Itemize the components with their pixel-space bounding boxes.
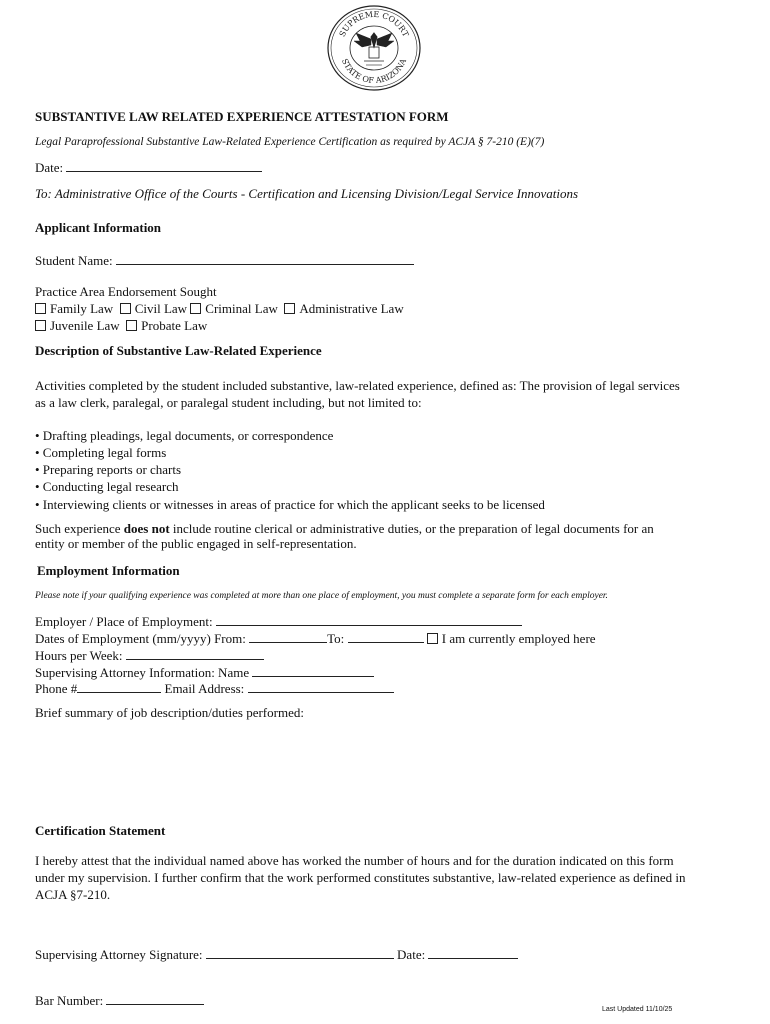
hours-field[interactable] <box>35 648 264 664</box>
checkbox-label: Criminal Law <box>205 301 278 316</box>
practice-area-label: Practice Area Endorsement Sought <box>35 284 217 299</box>
exclusion-line-2: entity or member of the public engaged in self-representation. <box>35 536 357 551</box>
hours-label: Hours per Week: <box>35 648 123 663</box>
checkbox-civil-law[interactable] <box>120 301 187 316</box>
applicant-heading: Applicant Information <box>35 220 162 235</box>
phone-label: Phone # <box>35 681 78 696</box>
checkbox-icon <box>190 303 201 314</box>
checkbox-family-law[interactable] <box>35 301 113 316</box>
checkbox-icon <box>284 303 295 314</box>
checkbox-icon <box>126 320 137 331</box>
exclusion-line-1 <box>35 521 654 537</box>
description-heading: Description of Substantive Law-Related Experience <box>35 343 322 358</box>
to-line: To: Administrative Office of the Courts - Certification and Licensing Division/Legal Service Innovations <box>35 186 579 201</box>
checkbox-label: Civil Law <box>134 301 188 316</box>
checkbox-probate-law[interactable] <box>126 318 207 333</box>
date-input-line[interactable] <box>66 160 262 172</box>
checkbox-icon <box>120 303 131 314</box>
checkbox-icon <box>427 633 438 644</box>
bullet-item: • Interviewing clients or witnesses in areas of practice for which the applicant seeks to be licensed <box>35 497 545 512</box>
seal-bottom-text: STATE OF ARIZONA <box>339 57 409 86</box>
bar-number-field[interactable] <box>35 993 204 1009</box>
student-name-input-line[interactable] <box>116 253 414 265</box>
dates-to-label: To: <box>327 631 345 646</box>
signature-input-line[interactable] <box>206 947 394 959</box>
practice-area-row-2 <box>35 318 207 334</box>
summary-text-area[interactable] <box>35 724 725 814</box>
signature-date-input-line[interactable] <box>428 947 518 959</box>
hours-input-line[interactable] <box>126 648 264 660</box>
bullet-item: • Completing legal forms <box>35 445 167 460</box>
employment-note: Please note if your qualifying experience was completed at more than one place of employment, you must complete a separate form for each employer. <box>35 591 608 601</box>
email-input-line[interactable] <box>248 681 394 693</box>
student-name-field[interactable] <box>35 253 414 269</box>
checkbox-label: Family Law <box>50 301 114 316</box>
dates-to-input-line[interactable] <box>348 631 424 643</box>
checkbox-icon <box>35 320 46 331</box>
summary-label: Brief summary of job description/duties performed: <box>35 705 304 720</box>
student-name-label: Student Name: <box>35 253 113 268</box>
checkbox-label: Juvenile Law <box>50 318 120 333</box>
certification-line-1: I hereby attest that the individual named above has worked the number of hours and for the duration indicated on this form <box>35 853 674 868</box>
signature-row <box>35 947 518 963</box>
date-field[interactable] <box>35 160 262 176</box>
form-title: SUBSTANTIVE LAW RELATED EXPERIENCE ATTESTATION FORM <box>35 109 449 124</box>
description-para-line-2: as a law clerk, paralegal, or paralegal student including, but not limited to: <box>35 395 422 410</box>
phone-input-line[interactable] <box>77 681 161 693</box>
checkbox-label: Probate Law <box>141 318 208 333</box>
form-subtitle: Legal Paraprofessional Substantive Law-Related Experience Certification as required by ACJA § 7-210 (E)(7) <box>35 136 545 148</box>
bullet-item: • Drafting pleadings, legal documents, or correspondence <box>35 428 334 443</box>
exclusion-post: include routine clerical or administrative duties, or the preparation of legal documents for an <box>169 521 654 536</box>
checkbox-criminal-law[interactable] <box>190 301 278 316</box>
bullet-item: • Preparing reports or charts <box>35 462 182 477</box>
signature-label: Supervising Attorney Signature: <box>35 947 203 962</box>
bar-number-label: Bar Number: <box>35 993 104 1008</box>
seal-top-text: SUPREME COURT <box>337 9 411 39</box>
checkbox-administrative-law[interactable] <box>284 301 403 316</box>
exclusion-pre: Such experience <box>35 521 124 536</box>
bar-number-input-line[interactable] <box>106 993 204 1005</box>
employment-heading: Employment Information <box>37 563 180 578</box>
exclusion-emphasis: does not <box>123 521 170 536</box>
certification-heading: Certification Statement <box>35 823 166 838</box>
date-label: Date: <box>35 160 64 175</box>
last-updated: Last Updated 11/10/25 <box>602 1006 673 1013</box>
practice-area-row-1 <box>35 301 404 317</box>
dates-row <box>35 631 596 647</box>
supervising-name-label: Supervising Attorney Information: Name <box>35 665 250 680</box>
employer-input-line[interactable] <box>216 614 522 626</box>
supreme-court-seal <box>324 3 424 93</box>
employer-field[interactable] <box>35 614 522 630</box>
signature-date-label: Date: <box>397 947 426 962</box>
certification-line-2: under my supervision. I further confirm that the work performed constitutes substantive, law-related experience as defined in <box>35 870 686 885</box>
checkbox-label: I am currently employed here <box>441 631 596 646</box>
dates-from-input-line[interactable] <box>249 631 327 643</box>
bullet-item: • Conducting legal research <box>35 479 179 494</box>
certification-line-3: ACJA §7-210. <box>35 887 111 902</box>
email-label: Email Address: <box>164 681 245 696</box>
supervising-name-input-line[interactable] <box>252 665 374 677</box>
supervising-name-field[interactable] <box>35 665 374 681</box>
checkbox-currently-employed[interactable] <box>427 631 596 646</box>
description-para-line-1: Activities completed by the student included substantive, law-related experience, defined as: The provision of legal services <box>35 378 680 393</box>
checkbox-icon <box>35 303 46 314</box>
dates-from-label: Dates of Employment (mm/yyyy) From: <box>35 631 246 646</box>
eagle-icon <box>354 33 394 65</box>
contact-row <box>35 681 394 697</box>
employer-label: Employer / Place of Employment: <box>35 614 213 629</box>
checkbox-juvenile-law[interactable] <box>35 318 120 333</box>
checkbox-label: Administrative Law <box>299 301 404 316</box>
